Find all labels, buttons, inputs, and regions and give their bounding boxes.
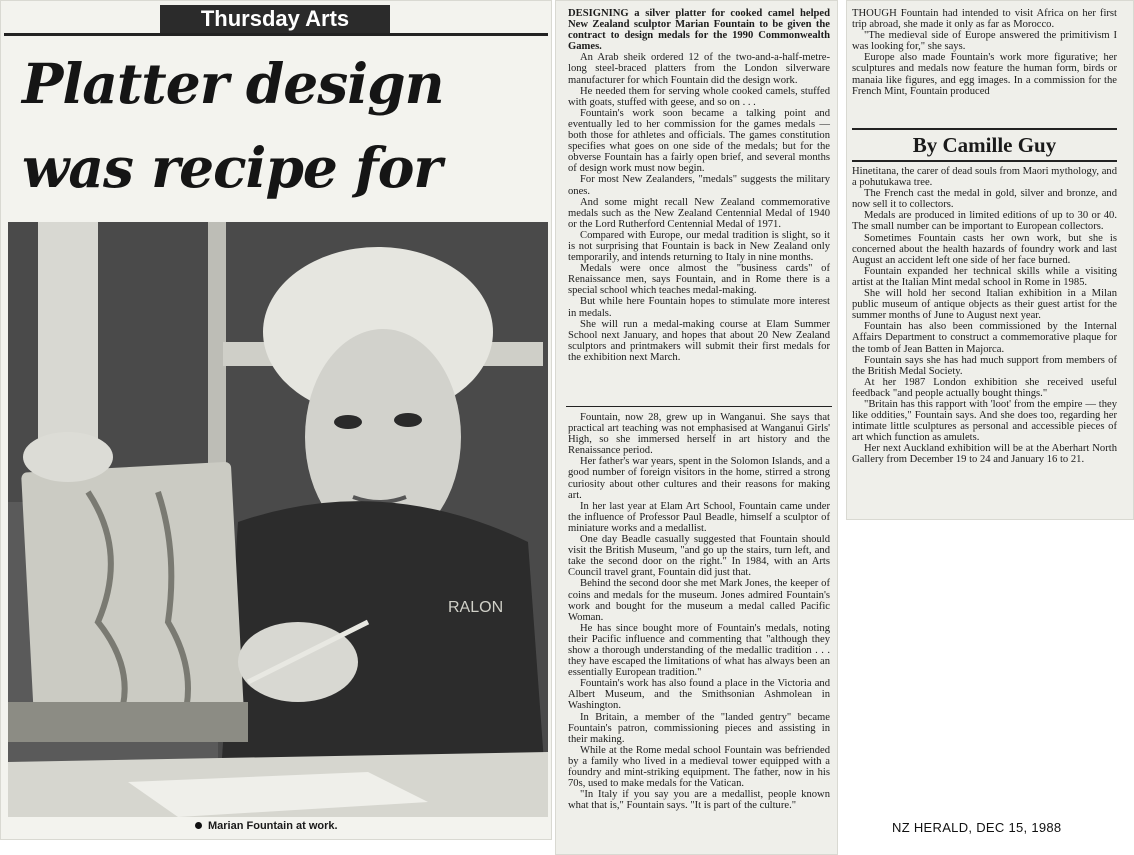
paragraph: At her 1987 London exhibition she received useful feedback "and people actually bought things." — [852, 376, 1117, 399]
section-banner: Thursday Arts — [160, 5, 390, 33]
headline: Platter design was recipe for — [22, 51, 444, 200]
paragraph: "The medieval side of Europe answered the primitivism I was looking for," she says. — [852, 30, 1117, 53]
paragraph: "In Italy if you say you are a medallist, people known what that is," Fountain says. "It is part of the culture." — [568, 789, 830, 812]
paragraph: But while here Fountain hopes to stimulate more interest in medals. — [568, 296, 830, 319]
shirt-print: RALON — [448, 599, 504, 616]
paragraph: She will run a medal-making course at Elam Summer School next January, and hopes that about 20 New Zealand sculptors and printmakers will submit their first medals for the exhibition next March. — [568, 318, 830, 363]
paragraph: Fountain, now 28, grew up in Wanganui. She says that practical art teaching was not emphasised at Wanganui Girls' High, so she immersed herself in art history and the Renaissance period. — [568, 412, 830, 457]
clipping-left — [0, 0, 552, 840]
paragraph: Hinetitana, the carer of dead souls from Maori mythology, and a pohutukawa tree. — [852, 166, 1117, 189]
lead-paragraph: DESIGNING a silver platter for cooked camel helped New Zealand sculptor Marian Fountain to be given the contract to design medals for the 1990 Commonwealth Games. — [568, 8, 830, 53]
column-divider — [566, 406, 832, 407]
paragraph: And some might recall New Zealand commemorative medals such as the New Zealand Centennial Medal of 1940 or the Lord Rutherford Centennial Medal of 1971. — [568, 196, 830, 230]
photo-caption — [195, 820, 338, 832]
paragraph: "Britain has this rapport with 'loot' from the empire — they like oddities," Fountain says. And she does too, regarding her intimate little sculptures as personal and accessible pieces of art which function as amulets. — [852, 398, 1117, 444]
paragraph: He has since bought more of Fountain's medals, noting their Pacific influence and commenting that "although they show a thorough understanding of the medallic tradition . . . they have escaped the limitations of what has always been an essentially European tradition." — [568, 622, 830, 679]
paragraph: THOUGH Fountain had intended to visit Africa on her first trip abroad, she made it only as far as Morocco. — [852, 8, 1117, 31]
paragraph: One day Beadle casually suggested that Fountain should visit the British Museum, "and go up the stairs, turn left, and take the second door on the right." In 1984, with an Arts Council travel grant, Fountain did just that. — [568, 534, 830, 579]
paragraph: An Arab sheik ordered 12 of the two-and-a-half-metre-long steel-braced platters from the London silverware manufacturer for which Fountain did the design work. — [568, 52, 830, 86]
banner-rule — [4, 33, 548, 36]
article-column-1 — [568, 8, 830, 363]
paragraph: While at the Rome medal school Fountain was befriended by a family who lived in a medieval tower equipped with a foundry and mint-striking equipment. The father, now in his 70s, used to make medals for the Vatican. — [568, 744, 830, 790]
paragraph: Her next Auckland exhibition will be at the Aberhart North Gallery from December 19 to 24 and January 16 to 21. — [852, 443, 1117, 466]
paragraph: Compared with Europe, our medal tradition is slight, so it is not surprising that Fountain is back in New Zealand only temporarily, and intends returning to Italy in nine months. — [568, 229, 830, 264]
paragraph: Fountain's work soon became a talking point and eventually led to her commission for the games medals — both those for athletes and officials. The games constitution specifies what goes on one side of the medals; but for the obverse Fountain has a fairly open brief, and several months of design work must now begin. — [568, 107, 830, 175]
paragraph: Fountain has also been commissioned by the Internal Affairs Department to construct a commemorative plaque for the tomb of Jean Batten in Majorca. — [852, 321, 1117, 355]
paragraph: Sometimes Fountain casts her own work, but she is concerned about the health hazards of foundry work and last August an accident left one side of her face burned. — [852, 232, 1117, 266]
byline: By Camille Guy — [852, 128, 1117, 162]
paragraph: In Britain, a member of the "landed gentry" became Fountain's patron, commissioning pieces and assisting in their making. — [568, 711, 830, 745]
paragraph: She will hold her second Italian exhibition in a Milan public museum of antique objects as their guest artist for the summer months of June to August next year. — [852, 288, 1117, 322]
paragraph: In her last year at Elam Art School, Fountain came under the influence of Professor Paul Beadle, himself a sculptor of miniature works and a medallist. — [568, 500, 830, 534]
paragraph: The French cast the medal in gold, silver and bronze, and now sell it to collectors. — [852, 188, 1117, 211]
paragraph: Behind the second door she met Mark Jones, the keeper of coins and medals for the museum. Jones admired Fountain's work and bought for the museum a medal called Pacific Woman. — [568, 578, 830, 623]
source-note: NZ HERALD, DEC 15, 1988 — [892, 820, 1062, 835]
paragraph: Medals were once almost the "business cards" of Renaissance men, says Fountain, and in Rome there is a special school which teaches medal-making. — [568, 263, 830, 297]
article-column-3 — [852, 8, 1117, 97]
article-photo — [8, 222, 548, 817]
paragraph: Fountain's work has also found a place in the Victoria and Albert Museum, and the Smithsonian Ashmolean in Washington. — [568, 678, 830, 712]
caption-text: Marian Fountain at work. — [208, 820, 338, 832]
paragraph: He needed them for serving whole cooked camels, stuffed with goats, stuffed with geese, and so on . . . — [568, 85, 830, 108]
paragraph: Her father's war years, spent in the Solomon Islands, and a good number of foreign visitors in the home, stirred a strong curiosity about other cultures and their reasons for making art. — [568, 456, 830, 501]
paragraph: Fountain says she has had much support from members of the British Medal Society. — [852, 354, 1117, 377]
paragraph: For most New Zealanders, "medals" suggests the military ones. — [568, 174, 830, 197]
bullet-icon — [195, 822, 202, 829]
article-column-2 — [568, 412, 830, 811]
paragraph: Medals are produced in limited editions of up to 30 or 40. The small number can be important to European collectors. — [852, 210, 1117, 233]
paragraph: Fountain expanded her technical skills while a visiting artist at the Italian Mint medal school in Rome in 1985. — [852, 265, 1117, 288]
paragraph: Europe also made Fountain's work more figurative; her sculptures and medals now feature the human form, birds or manaia like figures, and egg images. In a commission for the French Mint, Fountain produced — [852, 52, 1117, 97]
article-column-4 — [852, 166, 1117, 466]
